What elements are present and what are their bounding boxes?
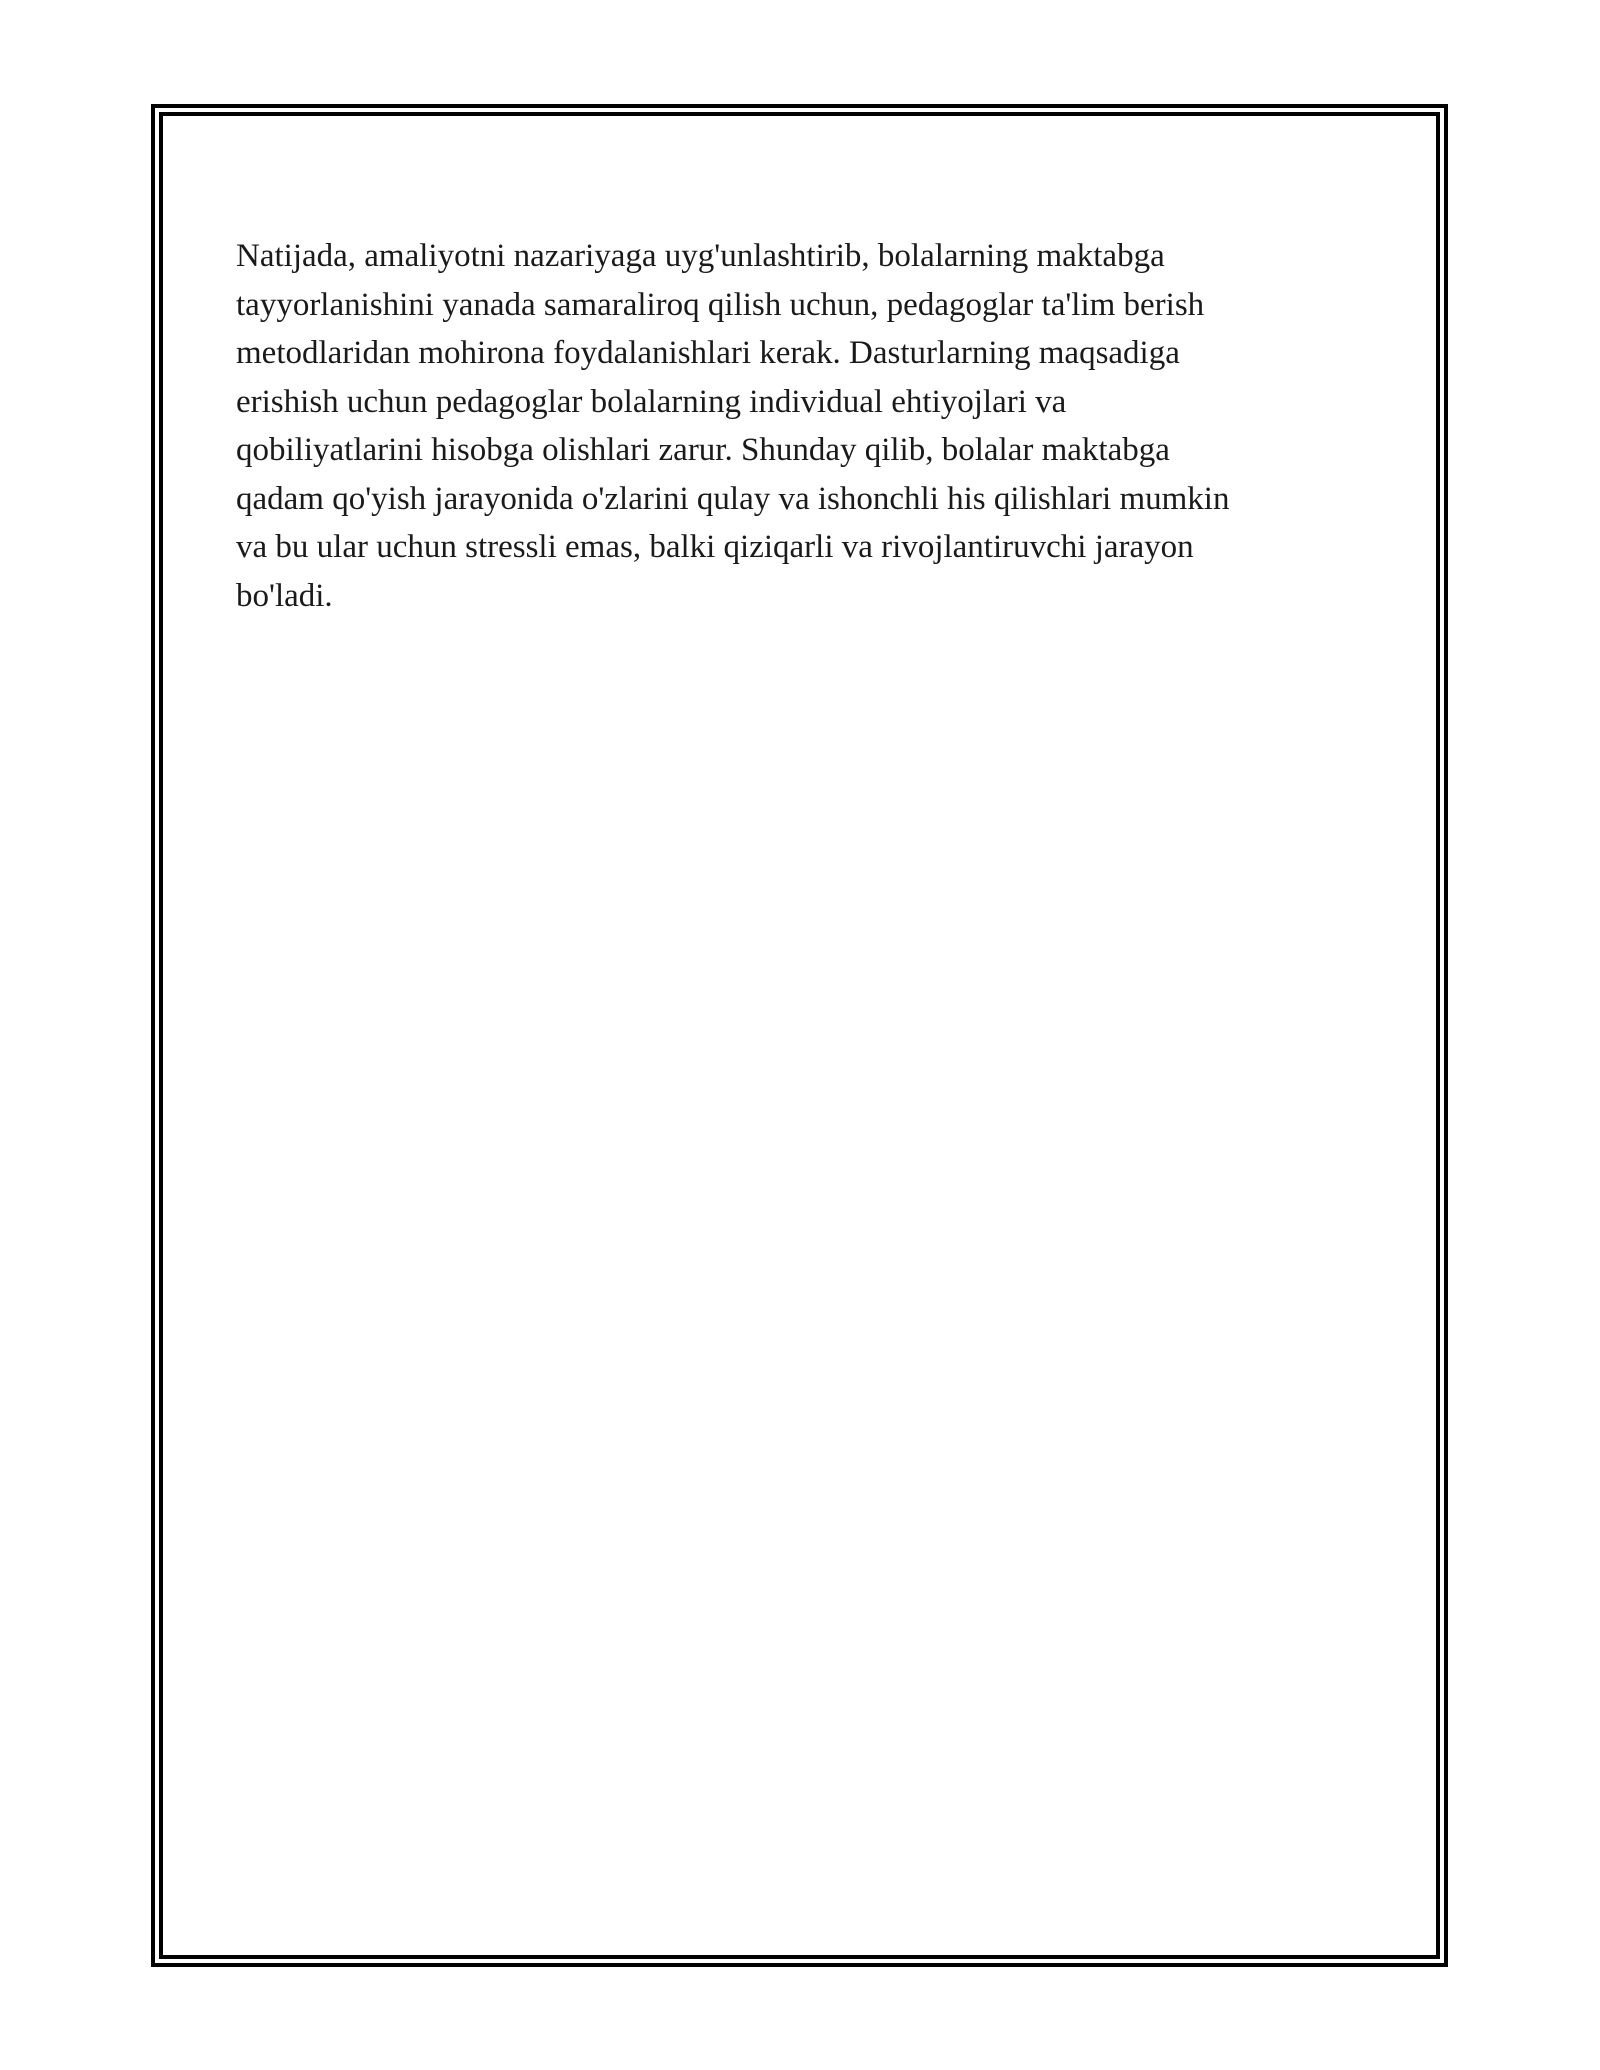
paragraph-line: tayyorlanishini yanada samaraliroq qilish uchun, pedagoglar ta'lim berish (236, 286, 1205, 323)
paragraph-line: qobiliyatlarini hisobga olishlari zarur. Shunday qilib, bolalar maktabga (236, 432, 1170, 468)
paragraph-line: metodlaridan mohirona foydalanishlari kerak. Dasturlarning maqsadiga (236, 335, 1180, 371)
page-body (236, 232, 1366, 620)
paragraph-line: Natijada, amaliyotni nazariyaga uyg'unlashtirib, bolalarning maktabga (236, 238, 1165, 274)
paragraph-line: qadam qo'yish jarayonida o'zlarini qulay va ishonchli his qilishlari mumkin (236, 480, 1230, 517)
paragraph-line: erishish uchun pedagoglar bolalarning individual ehtiyojlari va (236, 383, 1067, 420)
paragraph-line: bo'ladi. (236, 577, 333, 614)
paragraph-line: va bu ular uchun stressli emas, balki qiziqarli va rivojlantiruvchi jarayon (236, 529, 1194, 565)
body-paragraph (236, 232, 1366, 620)
